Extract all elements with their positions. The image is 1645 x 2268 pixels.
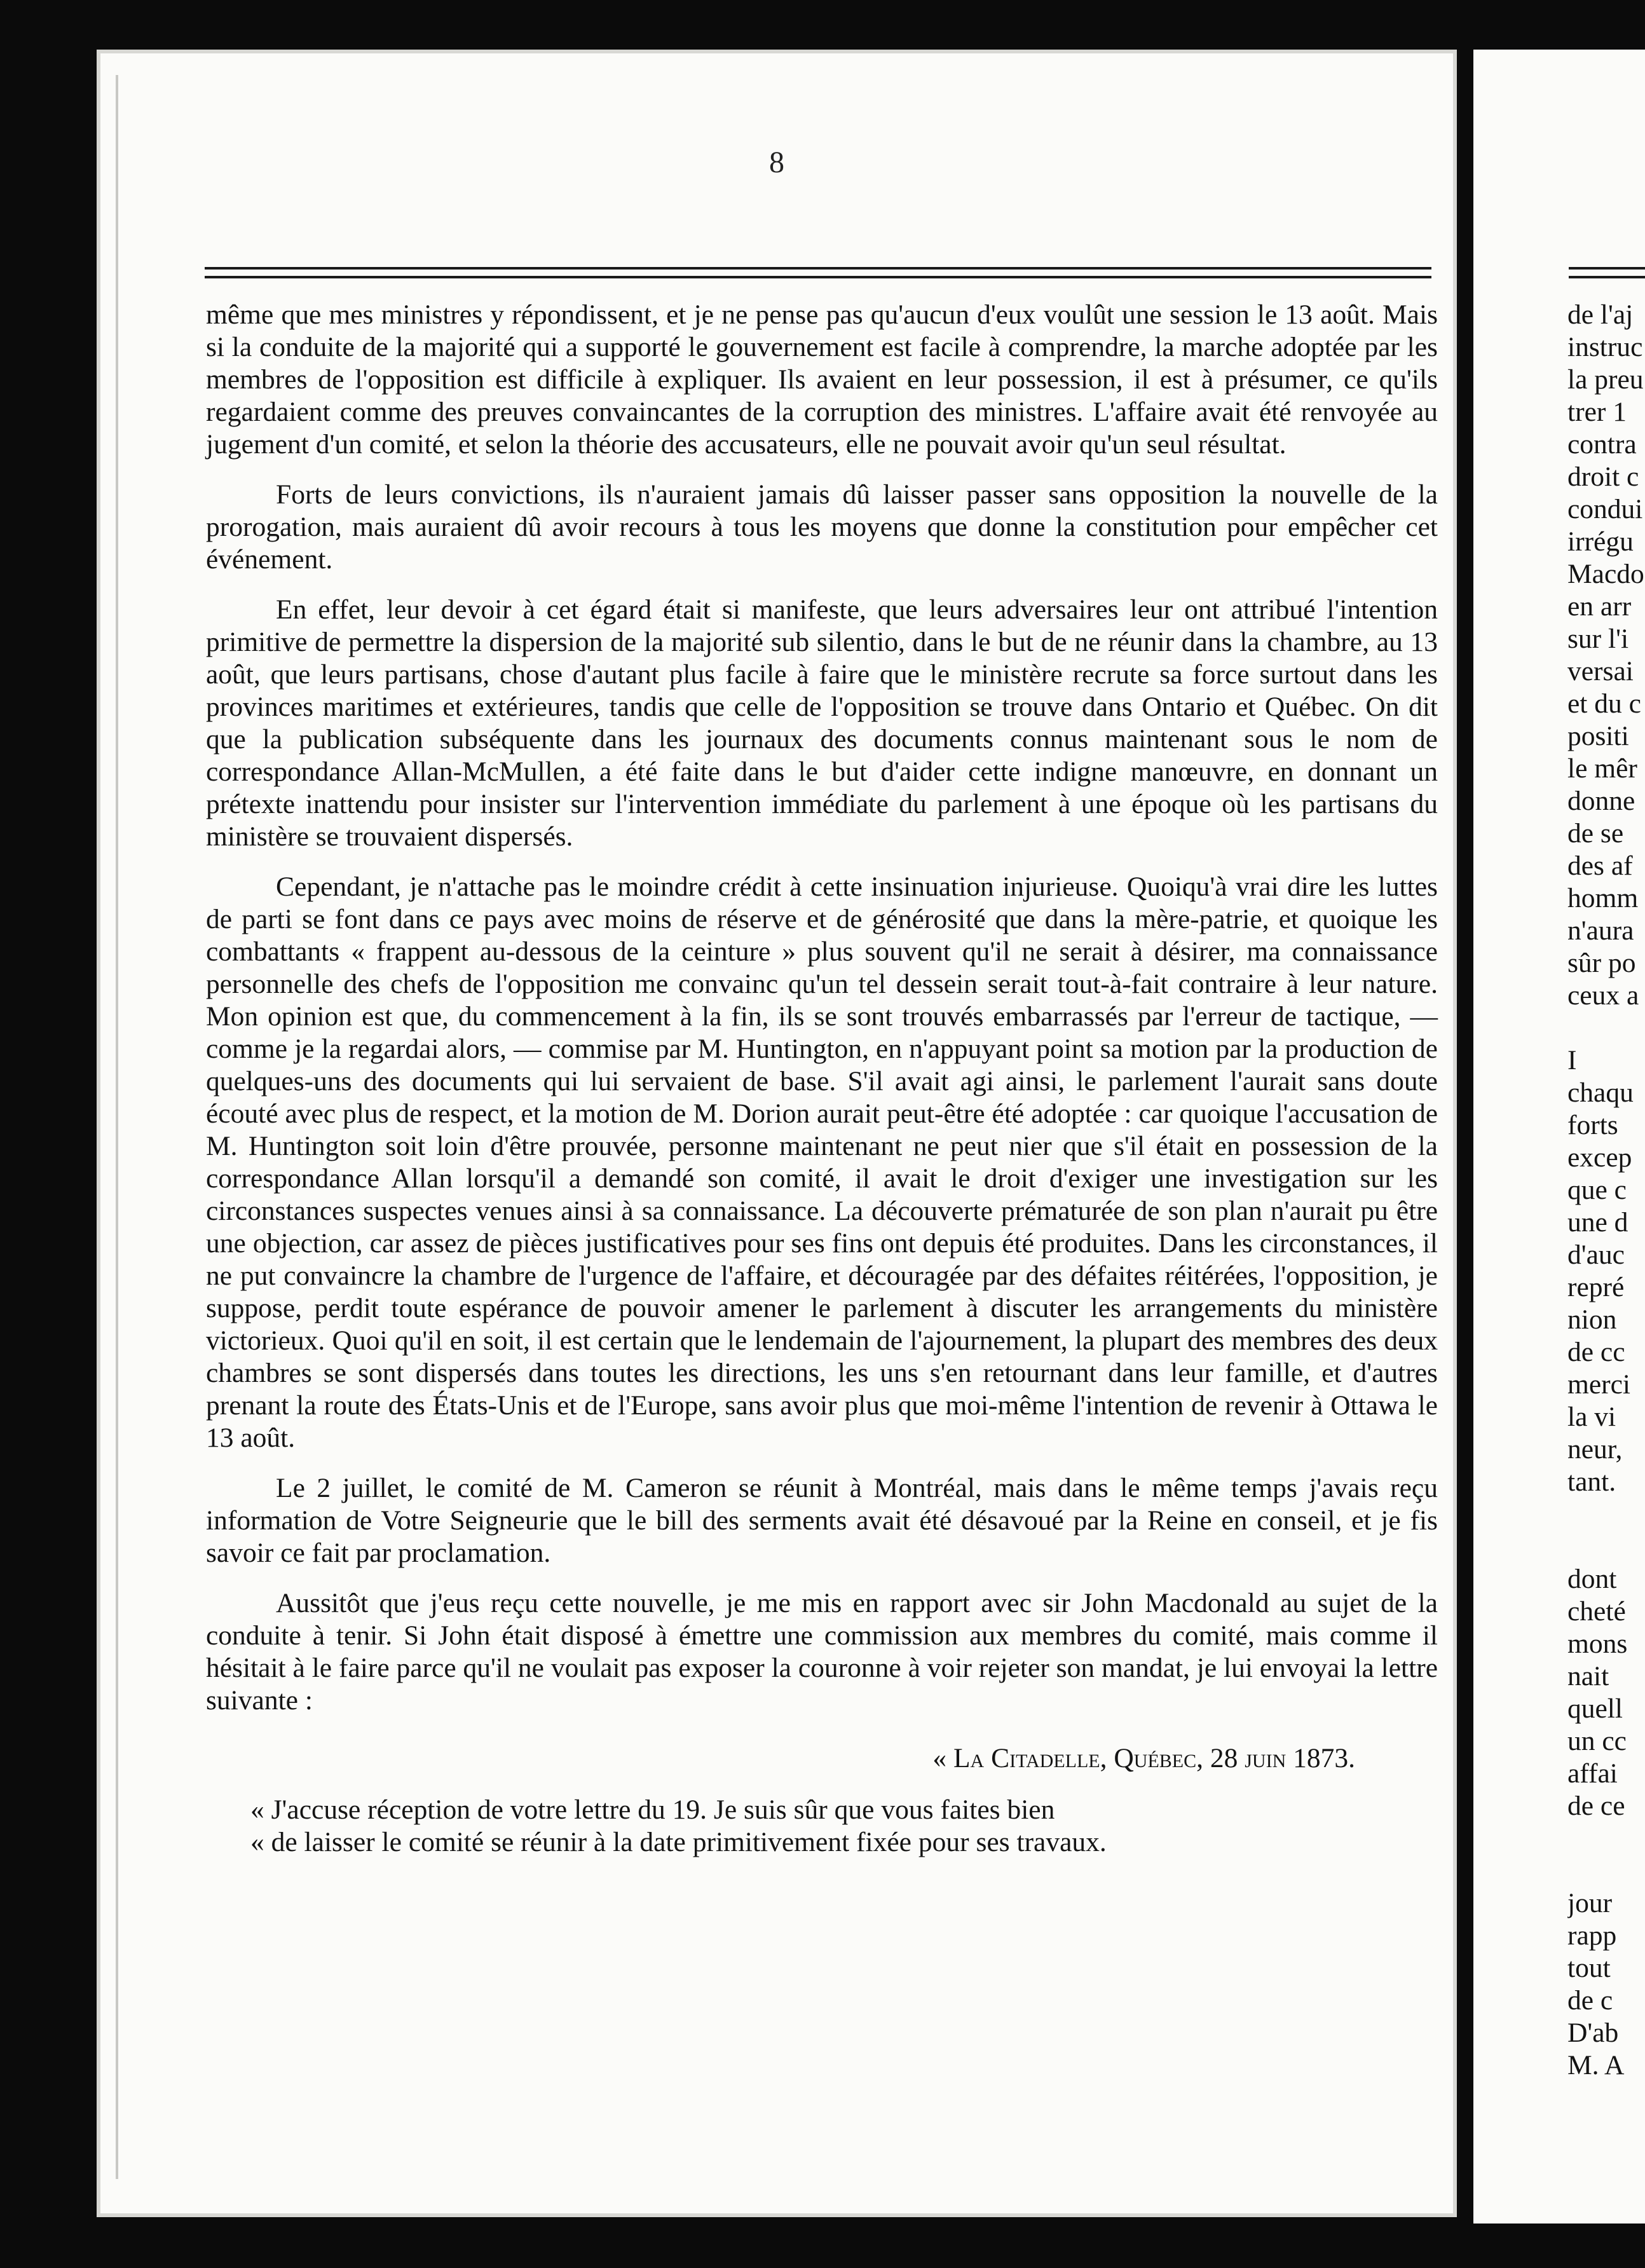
adjacent-line: neur, [1567,1434,1623,1465]
adjacent-line: sur l'i [1567,624,1629,654]
adjacent-line: des af [1567,850,1633,881]
paragraph-3: En effet, leur devoir à cet égard était si manifeste, que leurs adversaires leur ont attribué l'intention primitive de permettre la dispersion de la majorité sub silentio, dans le but de ne réunir dans la chambre, au 13 août, que leurs partisans, chose d'autant plus facile à faire que le ministère recrute sa force surtout dans les provinces maritimes et extérieures, tandis que celle de l'opposition se trouve dans Ontario et Québec. On dit que la publication subséquente dans les journaux des documents connus maintenant sous le nom de correspondance Allan-McMullen, a été faite dans le but d'aider cette indigne manœuvre, en donnant un prétexte inattendu pour insister sur l'intervention immédiate du parlement à une époque où les partisans du ministère se trouvaient dispersés. [206,594,1438,852]
adjacent-line: rapp [1567,1920,1617,1951]
adjacent-line: instruc [1567,332,1643,362]
adjacent-line [1567,1531,1645,1563]
adjacent-line [1567,1822,1645,1855]
adjacent-line: d'auc [1567,1240,1625,1270]
adjacent-line: sûr po [1567,948,1636,978]
letter-line-2: « de laisser le comité se réunir à la date primitivement fixée pour ses travaux. [250,1827,1107,1857]
adjacent-page-text [1567,299,1645,2082]
adjacent-line: contra [1567,429,1637,460]
adjacent-line: de se [1567,818,1624,849]
adjacent-line: ceux a [1567,980,1639,1011]
adjacent-line: chaqu [1567,1077,1634,1108]
adjacent-line: de ce [1567,1791,1625,1821]
paragraph-6: Aussitôt que j'eus reçu cette nouvelle, je me mis en rapport avec sir John Macdonald au sujet de la conduite à tenir. Si John était disposé à émettre une commission aux membres du comité, mais comme il hésitait à le faire parce qu'il ne voulait pas exposer la couronne à voir rejeter son mandat, je lui envoyai la lettre suivante : [206,1588,1438,1716]
adjacent-line [1567,1855,1645,1887]
header-rule [205,267,1431,278]
page-edge-line [116,75,118,2179]
page-number: 8 [769,146,784,179]
adjacent-line: D'ab [1567,2018,1619,2048]
adjacent-line: irrégu [1567,526,1634,557]
adjacent-line: la preu [1567,364,1644,395]
letter-line-1: « J'accuse réception de votre lettre du 19. Je suis sûr que vous faites bien [250,1794,1055,1825]
adjacent-line: la vi [1567,1402,1616,1432]
adjacent-line [1567,1012,1645,1044]
adjacent-line: de l'aj [1567,299,1634,330]
adjacent-line: cheté [1567,1596,1626,1627]
adjacent-line: homm [1567,883,1639,913]
adjacent-line: nion [1567,1304,1617,1335]
adjacent-line: forts [1567,1110,1618,1140]
adjacent-line: de cc [1567,1337,1625,1367]
paragraph-4: Cependant, je n'attache pas le moindre crédit à cette insinuation injurieuse. Quoiqu'à vrai dire les luttes de parti se font dans ce pays avec moins de réserve et de générosité que dans la mère-patrie, et quoique les combattants « frappent au-dessous de la ceinture » plus souvent qu'il ne serait à désirer, ma connaissance personnelle des chefs de l'opposition me convainc qu'un tel dessein serait tout-à-fait contraire à leur nature. Mon opinion est que, du commencement à la fin, ils se sont trouvés embarrassés par l'erreur de tactique, — comme je la regardai alors, — commise par M. Huntington, en n'appuyant point sa motion par la production de quelques-uns des documents qui lui servaient de base. S'il avait agi ainsi, le parlement l'aurait sans doute écouté avec plus de respect, et la motion de M. Dorion aurait peut-être été adoptée : car quoique l'accusation de M. Huntington soit loin d'être prouvée, personne maintenant ne peut nier que s'il était en possession de la correspondance Allan lorsqu'il a demandé son comité, il avait le droit d'exiger une investigation sur les circonstances suspectes venues ainsi à sa connaissance. La découverte prématurée de son plan n'aurait pu être une objection, car assez de pièces justificatives pour ses fins ont depuis été produites. Dans les circonstances, il ne put convaincre la chambre de l'urgence de l'affaire, et découragée par des défaites réitérées, l'opposition, je suppose, perdit toute espérance de pouvoir amener le parlement à discuter les arrangements du ministère victorieux. Quoi qu'il en soit, il est certain que le lendemain de l'ajournement, la plupart des membres des deux chambres se sont dispersés dans toutes les directions, les uns s'en retournant dans leur famille, et d'autres prenant la route des États-Unis et de l'Europe, sans avoir plus que moi-même l'intention de revenir à Ottawa le 13 août. [206,871,1438,1453]
adjacent-line: de c [1567,1985,1613,2016]
paragraph-2: Forts de leurs convictions, ils n'auraient jamais dû laisser passer sans opposition la nouvelle de la prorogation, mais auraient dû avoir recours à tous les moyens que donne la constitution pour empêcher cet événement. [206,479,1438,575]
adjacent-line: que c [1567,1175,1627,1205]
adjacent-line: le mêr [1567,753,1637,784]
adjacent-line: positi [1567,721,1629,751]
adjacent-line: une d [1567,1207,1628,1238]
adjacent-line: merci [1567,1369,1631,1400]
adjacent-line: nait [1567,1661,1609,1691]
adjacent-line: donne [1567,786,1635,816]
adjacent-line: en arr [1567,591,1632,622]
adjacent-line: mons [1567,1629,1628,1659]
adjacent-line: versai [1567,656,1634,687]
document-page [97,50,1457,2217]
adjacent-line: dont [1567,1564,1617,1594]
adjacent-line: repré [1567,1272,1625,1302]
adjacent-line: jour [1567,1888,1613,1918]
adjacent-line: tout [1567,1953,1611,1983]
adjacent-line: et du c [1567,688,1641,719]
body-text [206,299,1438,1876]
adjacent-line: M. A [1567,2050,1625,2080]
paragraph-5: Le 2 juillet, le comité de M. Cameron se réunit à Montréal, mais dans le même temps j'avais reçu information de Votre Seigneurie que le bill des serments avait été désavoué par la Reine en conseil, et je fis savoir ce fait par proclamation. [206,1473,1438,1568]
adjacent-page [1473,50,1645,2224]
letter-dateline: « La Citadelle, Québec, 28 juin 1873. [932,1743,1355,1773]
adjacent-line: un cc [1567,1726,1627,1756]
adjacent-line: tant. [1567,1466,1616,1497]
paragraph-1: même que mes ministres y répondissent, et je ne pense pas qu'aucun d'eux voulût une session le 13 août. Mais si la conduite de la majorité qui a supporté le gouvernement est facile à comprendre, la marche adoptée par les membres de l'opposition est difficile à expliquer. Ils avaient en leur possession, il est à présumer, ce qu'ils regardaient comme des preuves convaincantes de la corruption des ministres. L'affaire avait été renvoyée au jugement d'un comité, et selon la théorie des accusateurs, elle ne pouvait avoir qu'un seul résultat. [206,299,1438,460]
adjacent-line: trer 1 [1567,397,1627,427]
adjacent-line: droit c [1567,461,1639,492]
adjacent-line: I [1567,1045,1577,1076]
adjacent-line [1567,1498,1645,1531]
adjacent-line: Macdo [1567,559,1644,589]
adjacent-line: quell [1567,1693,1623,1724]
adjacent-header-rule [1569,267,1645,278]
adjacent-line: condui [1567,494,1643,524]
adjacent-line: excep [1567,1142,1632,1173]
adjacent-line: affai [1567,1758,1618,1789]
adjacent-line: n'aura [1567,915,1634,946]
